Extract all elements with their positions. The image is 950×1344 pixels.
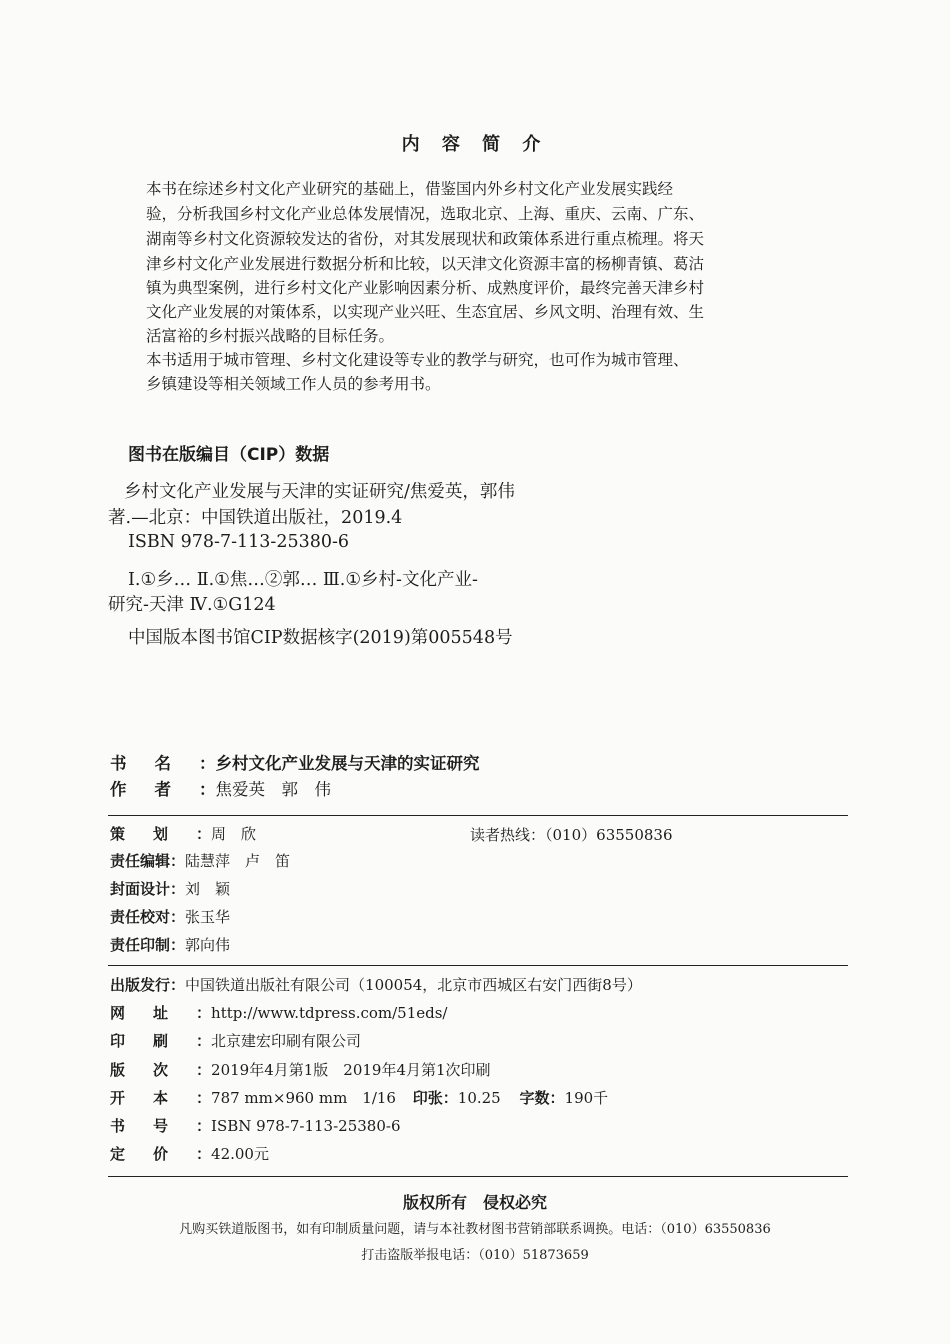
format-row: 开本：787 mm×960 mm 1/16 印张：10.25 字数：190千	[110, 1089, 609, 1107]
editor-row: 责任编辑：陆慧萍 卢 笛	[110, 852, 291, 870]
cip-isbn-line: ISBN 978-7-113-25380-6	[128, 532, 350, 552]
intro-line: 镇为典型案例，进行乡村文化产业影响因素分析、成熟度评价，最终完善天津乡村	[146, 279, 705, 297]
rights-title: 版权所有 侵权必究	[402, 1193, 547, 1212]
words-label: 字数：	[519, 1089, 565, 1107]
cip-subject-line: 研究-天津 Ⅳ.①G124	[108, 595, 276, 615]
cover-designer: 刘 颖	[185, 880, 231, 898]
sheets: 10.25	[457, 1089, 501, 1107]
words: 190千	[564, 1089, 609, 1107]
cip-record-line: 中国版本图书馆CIP数据核字(2019)第005548号	[128, 628, 513, 648]
printer: 北京建宏印刷有限公司	[211, 1032, 362, 1050]
reader-hotline	[470, 824, 673, 845]
cip-subject-line: Ⅰ.①乡… Ⅱ.①焦…②郭… Ⅲ.①乡村-文化产业-	[128, 570, 478, 590]
planner: 周 欣	[211, 825, 257, 843]
cip-publisher-line: 著.—北京：中国铁道出版社，2019.4	[108, 508, 403, 528]
intro-line: 湖南等乡村文化资源较发达的省份，对其发展现状和政策体系进行重点梳理。将天	[146, 230, 705, 248]
authors: 焦爱英 郭 伟	[215, 780, 331, 799]
quality-notice: 凡购买铁道版图书，如有印制质量问题，请与本社教材图书营销部联系调换。电话：（010）63550836	[179, 1222, 771, 1237]
print-supervisor-row: 责任印制：郭向伟	[110, 936, 231, 954]
hotline-number: （010）63550836	[545, 826, 673, 844]
price-label: 定价	[110, 1145, 197, 1163]
format: 787 mm×960 mm 1/16	[211, 1089, 396, 1107]
hotline-label: 读者热线：	[470, 826, 546, 844]
planner-row: 策划：周 欣	[110, 825, 257, 843]
cover-label: 封面设计	[110, 880, 171, 898]
book-name-row: 书名：乡村文化产业发展与天津的实证研究	[110, 754, 480, 773]
editors: 陆慧萍 卢 笛	[185, 852, 291, 870]
planner-label: 策划	[110, 825, 197, 843]
print-supervisor-label: 责任印制	[110, 936, 171, 954]
intro-line: 乡镇建设等相关领域工作人员的参考用书。	[146, 375, 441, 393]
proof-label: 责任校对	[110, 908, 171, 926]
publisher-label: 出版发行	[110, 976, 171, 994]
edition: 2019年4月第1版 2019年4月第1次印刷	[211, 1061, 491, 1079]
cip-title-line: 乡村文化产业发展与天津的实证研究/焦爱英，郭伟	[124, 482, 515, 502]
price-row: 定价：42.00元	[110, 1145, 269, 1163]
isbn-label: 书号	[110, 1117, 197, 1135]
author-row: 作者：焦爱英 郭 伟	[110, 780, 331, 799]
proofreader: 张玉华	[185, 908, 231, 926]
cip-heading: 图书在版编目（CIP）数据	[128, 445, 330, 465]
printer-row: 印刷：北京建宏印刷有限公司	[110, 1032, 362, 1050]
isbn: ISBN 978-7-113-25380-6	[211, 1117, 401, 1135]
divider	[108, 1176, 848, 1177]
intro-line: 津乡村文化产业发展进行数据分析和比较，以天津文化资源丰富的杨柳青镇、葛沽	[146, 255, 705, 273]
isbn-row: 书号：ISBN 978-7-113-25380-6	[110, 1117, 401, 1135]
price: 42.00元	[211, 1145, 269, 1163]
divider	[108, 965, 848, 966]
divider	[108, 815, 848, 816]
editor-label: 责任编辑	[110, 852, 171, 870]
intro-title: 内 容 简 介	[401, 134, 549, 155]
edition-label: 版次	[110, 1061, 197, 1079]
edition-row: 版次：2019年4月第1版 2019年4月第1次印刷	[110, 1061, 491, 1079]
url-row: 网址：http://www.tdpress.com/51eds/	[110, 1004, 448, 1022]
book-name-label: 书名	[110, 754, 199, 773]
intro-line: 本书在综述乡村文化产业研究的基础上，借鉴国内外乡村文化产业发展实践经	[146, 180, 674, 198]
publisher-row: 出版发行：中国铁道出版社有限公司（100054，北京市西城区右安门西街8号）	[110, 976, 642, 994]
author-label: 作者	[110, 780, 199, 799]
format-label: 开本	[110, 1089, 197, 1107]
book-name: 乡村文化产业发展与天津的实证研究	[215, 754, 480, 773]
printer-label: 印刷	[110, 1032, 197, 1050]
piracy-hotline: 打击盗版举报电话：（010）51873659	[361, 1248, 589, 1263]
print-supervisor: 郭向伟	[185, 936, 231, 954]
intro-line: 验，分析我国乡村文化产业总体发展情况，选取北京、上海、重庆、云南、广东、	[146, 205, 705, 223]
cover-row: 封面设计：刘 颖	[110, 880, 231, 898]
publisher: 中国铁道出版社有限公司（100054，北京市西城区右安门西街8号）	[185, 976, 642, 994]
intro-line: 活富裕的乡村振兴战略的目标任务。	[146, 327, 395, 345]
intro-line: 本书适用于城市管理、乡村文化建设等专业的教学与研究，也可作为城市管理、	[146, 351, 689, 369]
intro-line: 文化产业发展的对策体系，以实现产业兴旺、生态宜居、乡风文明、治理有效、生	[146, 303, 705, 321]
website-link[interactable]: http://www.tdpress.com/51eds/	[211, 1004, 448, 1022]
proof-row: 责任校对：张玉华	[110, 908, 231, 926]
url-label: 网址	[110, 1004, 197, 1022]
sheets-label: 印张：	[412, 1089, 458, 1107]
